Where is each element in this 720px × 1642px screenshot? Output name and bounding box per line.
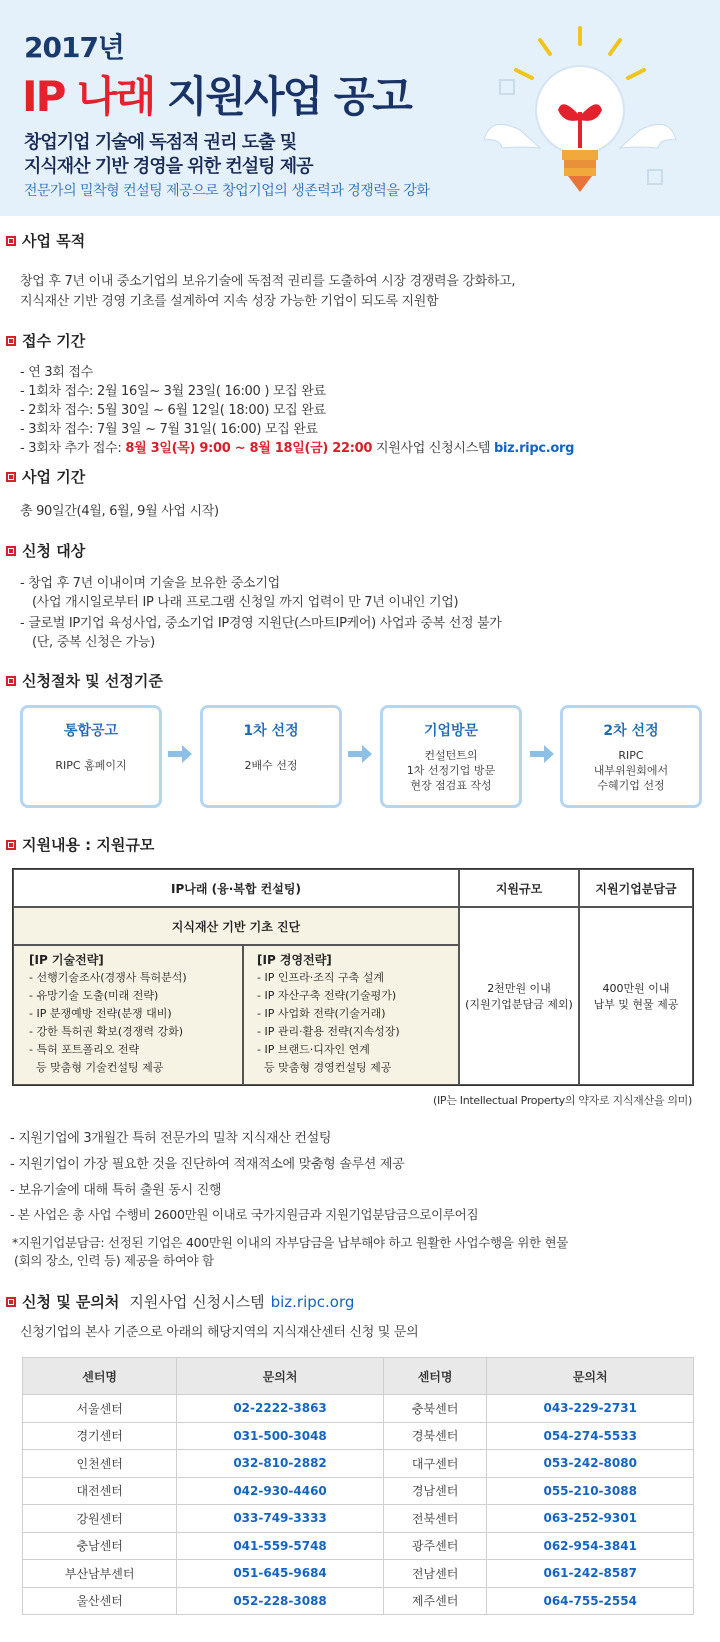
detail-line: (회의 장소, 인력 등) 제공을 하여야 함: [14, 1253, 214, 1268]
bullet-marker-icon: [6, 1297, 16, 1307]
contact-col-header: 센터명: [23, 1358, 177, 1395]
process-step-body: RIPC 내부위원회에서 수혜기업 선정: [593, 749, 669, 792]
contact-table-header-row: [23, 1358, 694, 1395]
center-phone[interactable]: 051-645-9684: [177, 1560, 384, 1588]
period-extra-link[interactable]: biz.ripc.org: [494, 441, 575, 456]
support-table-subheader: 지식재산 기반 기초 진단: [13, 907, 459, 945]
banner-title-red: IP 나래: [22, 72, 155, 121]
center-phone[interactable]: 032-810-2882: [177, 1450, 384, 1478]
center-name: 충북센터: [383, 1395, 487, 1423]
center-phone[interactable]: 041-559-5748: [177, 1532, 384, 1560]
center-phone[interactable]: 061-242-8587: [487, 1560, 694, 1588]
center-name: 전북센터: [383, 1505, 487, 1533]
bullet-marker-icon: [6, 472, 16, 482]
support-tech-list: [29, 951, 187, 1077]
period-line: - 3회차 접수: 7월 3일 ~ 7월 31일( 16:00) 모집 완료: [20, 422, 318, 437]
support-tech-item: - 선행기술조사(경쟁사 특허분석): [29, 971, 187, 984]
procedure-heading-text: 신청절차 및 선정기준: [22, 672, 163, 690]
process-step-title: 기업방문: [423, 723, 479, 739]
section-heading-support: [6, 834, 154, 855]
support-mgmt-item: - IP 자산구축 전략(기술평가): [257, 989, 397, 1002]
support-heading-text: 지원내용 : 지원규모: [22, 836, 155, 854]
section-heading-duration: [6, 466, 85, 487]
table-row: [23, 1395, 694, 1423]
process-step-announcement: [20, 705, 162, 808]
period-heading-text: 접수 기간: [22, 332, 86, 350]
center-name: 대전센터: [23, 1477, 177, 1505]
table-row: [23, 1477, 694, 1505]
contact-table: [22, 1357, 694, 1615]
support-table-header-scale: 지원규모: [459, 869, 579, 907]
center-phone[interactable]: 033-749-3333: [177, 1505, 384, 1533]
banner-subtitle-2: 지식재산 기반 경영을 위한 컨설팅 제공: [24, 156, 313, 177]
support-mgmt-item: 등 맞춤형 경영컨설팅 제공: [257, 1061, 392, 1074]
support-tech-title: [IP 기술전략]: [29, 953, 104, 967]
detail-line: - 지원기업이 가장 필요한 것을 진단하여 적재적소에 맞춤형 솔루션 제공: [10, 1157, 405, 1172]
support-mgmt-title: [IP 경영전략]: [257, 953, 332, 967]
detail-line: - 보유기술에 대해 특허 출원 동시 진행: [10, 1183, 222, 1198]
section-heading-procedure: [6, 670, 163, 691]
detail-line: - 본 사업은 총 사업 수행비 2600만원 이내로 국가지원금과 지원기업분담금으로이루어짐: [10, 1207, 479, 1222]
process-step-first-selection: [200, 705, 342, 808]
support-mgmt-item: - IP 브랜드·디자인 연계: [257, 1043, 370, 1056]
table-row: [23, 1532, 694, 1560]
table-row: [23, 1422, 694, 1450]
table-row: [23, 1450, 694, 1478]
support-table-header-program: IP나래 (융·복합 컨설팅): [13, 869, 459, 907]
detail-line: - 지원기업에 3개월간 특허 전문가의 밀착 지식재산 컨설팅: [10, 1131, 332, 1146]
period-line: - 연 3회 접수: [20, 365, 93, 380]
banner-title: [22, 64, 411, 124]
process-step-title: 1차 선정: [243, 723, 299, 739]
table-row: [23, 1587, 694, 1615]
contact-system-text: 지원사업 신청시스템: [129, 1293, 265, 1311]
banner: [0, 0, 720, 216]
support-table: [12, 868, 694, 1086]
center-name: 전남센터: [383, 1560, 487, 1588]
bullet-marker-icon: [6, 236, 16, 246]
contact-col-header: 문의처: [487, 1358, 694, 1395]
center-name: 서울센터: [23, 1395, 177, 1423]
arrow-right-icon: [168, 745, 192, 763]
center-phone[interactable]: 064-755-2554: [487, 1587, 694, 1615]
target-line: - 글로벌 IP기업 육성사업, 중소기업 IP경영 지원단(스마트IP케어) 사업과 중복 선정 불가: [20, 616, 502, 631]
support-scale-line: 2천만원 이내: [487, 982, 551, 995]
purpose-heading-text: 사업 목적: [22, 232, 86, 250]
support-tech-item: - 유망기술 도출(미래 전략): [29, 989, 159, 1002]
purpose-line-1: 창업 후 7년 이내 중소기업의 보유기술에 독점적 권리를 도출하여 시장 경쟁력을 강화하고,: [20, 274, 516, 289]
support-share-line: 납부 및 현물 제공: [593, 998, 679, 1011]
bullet-marker-icon: [6, 840, 16, 850]
period-extra-system: 지원사업 신청시스템: [376, 441, 491, 456]
banner-year: 2017년: [24, 31, 124, 64]
center-name: 경남센터: [383, 1477, 487, 1505]
purpose-line-2: 지식재산 기반 경영 기초를 설계하여 지속 성장 가능한 기업이 되도록 지원함: [20, 294, 439, 309]
center-name: 제주센터: [383, 1587, 487, 1615]
period-extra-date: 8월 3일(목) 9:00 ~ 8월 18일(금) 22:00: [125, 441, 373, 456]
support-mgmt-list: [257, 951, 400, 1077]
contact-intro: 신청기업의 본사 기준으로 아래의 해당지역의 지식재산센터 신청 및 문의: [20, 1325, 419, 1340]
duration-heading-text: 사업 기간: [22, 468, 86, 486]
center-phone[interactable]: 053-242-8080: [487, 1450, 694, 1478]
process-step-body: 2배수 선정: [244, 759, 298, 772]
center-name: 경북센터: [383, 1422, 487, 1450]
center-name: 충남센터: [23, 1532, 177, 1560]
banner-subtitle-1: 창업기업 기술에 독점적 권리 도출 및: [24, 132, 297, 153]
process-step-title: 2차 선정: [603, 723, 659, 739]
contact-system-link[interactable]: biz.ripc.org: [270, 1292, 355, 1311]
support-scale-line: (지원기업분담금 제외): [465, 998, 573, 1011]
support-tech-item: - IP 분쟁예방 전략(분쟁 대비): [29, 1007, 172, 1020]
bullet-marker-icon: [6, 336, 16, 346]
period-line: - 1회차 접수: 2월 16일~ 3월 23일( 16:00 ) 모집 완료: [20, 384, 326, 399]
section-heading-target: [6, 540, 85, 561]
contact-heading-text: 신청 및 문의처: [22, 1293, 120, 1311]
support-share-line: 400만원 이내: [602, 982, 670, 995]
table-row: [23, 1505, 694, 1533]
bullet-marker-icon: [6, 676, 16, 686]
support-tech-item: - 특허 포트폴리오 전략: [29, 1043, 140, 1056]
support-mgmt-item: - IP 사업화 전략(기술거래): [257, 1007, 386, 1020]
center-name: 울산센터: [23, 1587, 177, 1615]
duration-text: 총 90일간(4월, 6월, 9월 사업 시작): [20, 504, 219, 519]
support-tech-item: 등 맞춤형 기술컨설팅 제공: [29, 1061, 164, 1074]
lightbulb-illustration: [480, 20, 680, 200]
center-name: 인천센터: [23, 1450, 177, 1478]
center-phone[interactable]: 043-229-2731: [487, 1395, 694, 1423]
process-step-title: 통합공고: [63, 723, 119, 739]
process-step-body: RIPC 홈페이지: [55, 759, 127, 772]
arrow-right-icon: [530, 745, 554, 763]
center-phone[interactable]: 052-228-3088: [177, 1587, 384, 1615]
center-phone[interactable]: 055-210-3088: [487, 1477, 694, 1505]
center-phone[interactable]: 02-2222-3863: [177, 1395, 384, 1423]
support-share-cell: [579, 907, 693, 1085]
center-phone[interactable]: 062-954-3841: [487, 1532, 694, 1560]
period-extra-line: [20, 437, 574, 456]
contact-col-header: 센터명: [383, 1358, 487, 1395]
target-line: - 창업 후 7년 이내이며 기술을 보유한 중소기업: [20, 576, 280, 591]
target-line: (단, 중복 신청은 가능): [32, 635, 155, 650]
banner-title-navy: 지원사업 공고: [166, 72, 411, 121]
target-heading-text: 신청 대상: [22, 542, 86, 560]
period-line: - 2회차 접수: 5월 30일 ~ 6월 12일( 18:00) 모집 완료: [20, 403, 326, 418]
section-heading-contact: [6, 1291, 354, 1312]
period-extra-prefix: - 3회차 추가 접수:: [20, 441, 122, 456]
center-name: 광주센터: [383, 1532, 487, 1560]
target-line: (사업 개시일로부터 IP 나래 프로그램 신청일 까지 업력이 만 7년 이내인 기업): [32, 595, 459, 610]
support-mgmt-item: - IP 인프라·조직 구축 설계: [257, 971, 384, 984]
support-scale-cell: [459, 907, 579, 1085]
center-phone[interactable]: 042-930-4460: [177, 1477, 384, 1505]
center-name: 경기센터: [23, 1422, 177, 1450]
section-heading-period: [6, 330, 85, 351]
detail-line: *지원기업분담금: 선정된 기업은 400만원 이내의 자부담금을 납부해야 하고 원활한 사업수행을 위한 현물: [12, 1235, 569, 1250]
arrow-right-icon: [348, 745, 372, 763]
support-tech-item: - 강한 특허권 확보(경쟁력 강화): [29, 1025, 184, 1038]
process-step-body: 컨설턴트의 1차 선정기업 방문 현장 점검표 작성: [406, 749, 496, 792]
center-name: 강원센터: [23, 1505, 177, 1533]
section-heading-purpose: [6, 230, 85, 251]
bullet-marker-icon: [6, 546, 16, 556]
process-step-company-visit: [380, 705, 522, 808]
support-mgmt-item: - IP 관리·활용 전략(지속성장): [257, 1025, 400, 1038]
center-name: 부산남부센터: [23, 1560, 177, 1588]
center-phone[interactable]: 054-274-5533: [487, 1422, 694, 1450]
center-name: 대구센터: [383, 1450, 487, 1478]
banner-description: 전문가의 밀착형 컨설팅 제공으로 창업기업의 생존력과 경쟁력을 강화: [24, 183, 430, 199]
center-phone[interactable]: 063-252-9301: [487, 1505, 694, 1533]
support-note: (IP는 Intellectual Property의 약자로 지식재산을 의미): [432, 1094, 692, 1107]
table-row: [23, 1560, 694, 1588]
process-step-second-selection: [560, 705, 702, 808]
support-table-header-share: 지원기업분담금: [579, 869, 693, 907]
contact-col-header: 문의처: [177, 1358, 384, 1395]
center-phone[interactable]: 031-500-3048: [177, 1422, 384, 1450]
